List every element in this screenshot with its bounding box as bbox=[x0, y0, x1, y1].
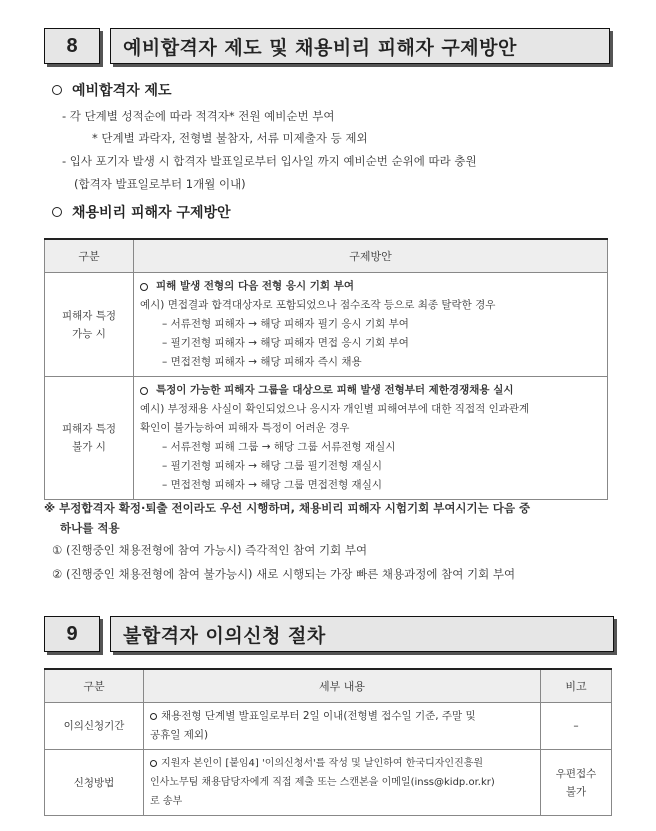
reserve-heading-text: 예비합격자 제도 bbox=[72, 83, 172, 99]
circle-bullet-icon bbox=[52, 85, 62, 95]
detail-line bbox=[150, 707, 534, 726]
section-number: 8 bbox=[44, 28, 100, 64]
note-line: ※ 부정합격자 확정·퇴출 전이라도 우선 시행하며, 채용비리 피해자 시험기회 부여시기는 다음 중 bbox=[44, 501, 531, 515]
plan-line: – 서류전형 피해자 → 해당 피해자 필기 응시 기회 부여 bbox=[162, 318, 409, 330]
note-item: ① (진행중인 채용전형에 참여 가능시) 즉각적인 참여 기회 부여 bbox=[52, 543, 368, 557]
row-detail bbox=[144, 750, 541, 816]
table-row bbox=[45, 377, 608, 500]
reserve-line: (합격자 발표일로부터 1개월 이내) bbox=[74, 177, 246, 191]
reserve-line: - 각 단계별 성적순에 따라 적격자* 전원 예비순번 부여 bbox=[62, 109, 335, 123]
col-detail: 세부 내용 bbox=[144, 669, 541, 703]
row-plan bbox=[134, 273, 608, 377]
row-category bbox=[45, 273, 134, 377]
circle-bullet-icon bbox=[52, 207, 62, 217]
remark-line: – bbox=[573, 720, 579, 732]
section-8-header bbox=[44, 28, 610, 64]
remedy-heading bbox=[52, 202, 231, 222]
row-category bbox=[45, 377, 134, 500]
table-header-row bbox=[45, 669, 612, 703]
reserve-line: - 입사 포기자 발생 시 합격자 발표일로부터 입사일 까지 예비순번 순위에 따라 충원 bbox=[62, 154, 477, 168]
plan-line: – 면접전형 피해자 → 해당 피해자 즉시 채용 bbox=[162, 356, 362, 368]
row-remark bbox=[541, 703, 612, 750]
table-row bbox=[45, 703, 612, 750]
note-line: 하나를 적용 bbox=[60, 521, 120, 535]
table-row bbox=[45, 750, 612, 816]
row-category: 신청방법 bbox=[45, 750, 144, 816]
row-category: 이의신청기간 bbox=[45, 703, 144, 750]
table-header-row bbox=[45, 239, 608, 273]
detail-text: 지원자 본인이 [붙임4] '이의신청서'를 작성 및 날인하여 한국디자인진흥원 bbox=[161, 758, 484, 769]
plan-line: – 필기전형 피해자 → 해당 피해자 면접 응시 기회 부여 bbox=[162, 337, 409, 349]
col-category: 구분 bbox=[45, 239, 134, 273]
note-item: ② (진행중인 채용전형에 참여 불가능시) 새로 시행되는 가장 빠른 채용과정에 참여 기회 부여 bbox=[52, 567, 516, 581]
section-title: 예비합격자 제도 및 채용비리 피해자 구제방안 bbox=[110, 28, 610, 64]
section-number: 9 bbox=[44, 616, 100, 652]
remedy-table bbox=[44, 238, 608, 500]
category-line: 피해자 특정 bbox=[61, 309, 117, 322]
circle-bullet-icon bbox=[150, 760, 157, 767]
plan-head bbox=[140, 381, 601, 400]
col-remark: 비고 bbox=[541, 669, 612, 703]
plan-head-text: 피해 발생 전형의 다음 전형 응시 기회 부여 bbox=[156, 280, 355, 292]
plan-line: – 필기전형 피해자 → 해당 그룹 필기전형 재실시 bbox=[162, 460, 382, 472]
remark-line: 불가 bbox=[565, 785, 587, 798]
col-plan: 구제방안 bbox=[134, 239, 608, 273]
remedy-heading-text: 채용비리 피해자 구제방안 bbox=[72, 205, 231, 221]
row-plan bbox=[134, 377, 608, 500]
circle-bullet-icon bbox=[140, 283, 148, 291]
row-remark bbox=[541, 750, 612, 816]
category-line: 가능 시 bbox=[72, 327, 106, 340]
circle-bullet-icon bbox=[150, 713, 157, 720]
detail-text: 채용전형 단계별 발표일로부터 2일 이내(전형별 접수일 기준, 주말 및 bbox=[161, 710, 476, 722]
reserve-heading bbox=[52, 80, 172, 100]
reserve-line: * 단계별 과락자, 전형별 불참자, 서류 미제출자 등 제외 bbox=[92, 131, 368, 145]
circle-bullet-icon bbox=[140, 387, 148, 395]
plan-line: 예시) 면접결과 합격대상자로 포함되었으나 점수조작 등으로 최종 탈락한 경우 bbox=[140, 299, 496, 311]
detail-line: 공휴일 제외) bbox=[150, 729, 209, 741]
col-category: 구분 bbox=[45, 669, 144, 703]
row-detail bbox=[144, 703, 541, 750]
category-line: 불가 시 bbox=[72, 441, 106, 453]
plan-head bbox=[140, 277, 601, 296]
section-title: 불합격자 이의신청 절차 bbox=[110, 616, 614, 652]
appeal-table bbox=[44, 668, 612, 816]
category-line: 피해자 특정 bbox=[61, 423, 117, 435]
detail-line: 로 송부 bbox=[150, 796, 183, 807]
remark-line: 우편접수 bbox=[555, 767, 597, 780]
section-9-header bbox=[44, 616, 614, 652]
plan-head-text: 특정이 가능한 피해자 그룹을 대상으로 피해 발생 전형부터 제한경쟁채용 실시 bbox=[156, 384, 514, 396]
plan-line: 확인이 불가능하여 피해자 특정이 어려운 경우 bbox=[140, 422, 350, 434]
plan-line: 예시) 부정채용 사실이 확인되었으나 응시자 개인별 피해여부에 대한 직접적 인과관계 bbox=[140, 403, 530, 415]
table-row bbox=[45, 273, 608, 377]
plan-line: – 면접전형 피해자 → 해당 그룹 면접전형 재실시 bbox=[162, 479, 382, 491]
detail-line: 인사노무팀 채용담당자에게 직접 제출 또는 스캔본을 이메일(inss@kidp.or.kr) bbox=[150, 777, 495, 788]
plan-line: – 서류전형 피해 그룹 → 해당 그룹 서류전형 재실시 bbox=[162, 441, 396, 453]
detail-line bbox=[150, 754, 534, 773]
